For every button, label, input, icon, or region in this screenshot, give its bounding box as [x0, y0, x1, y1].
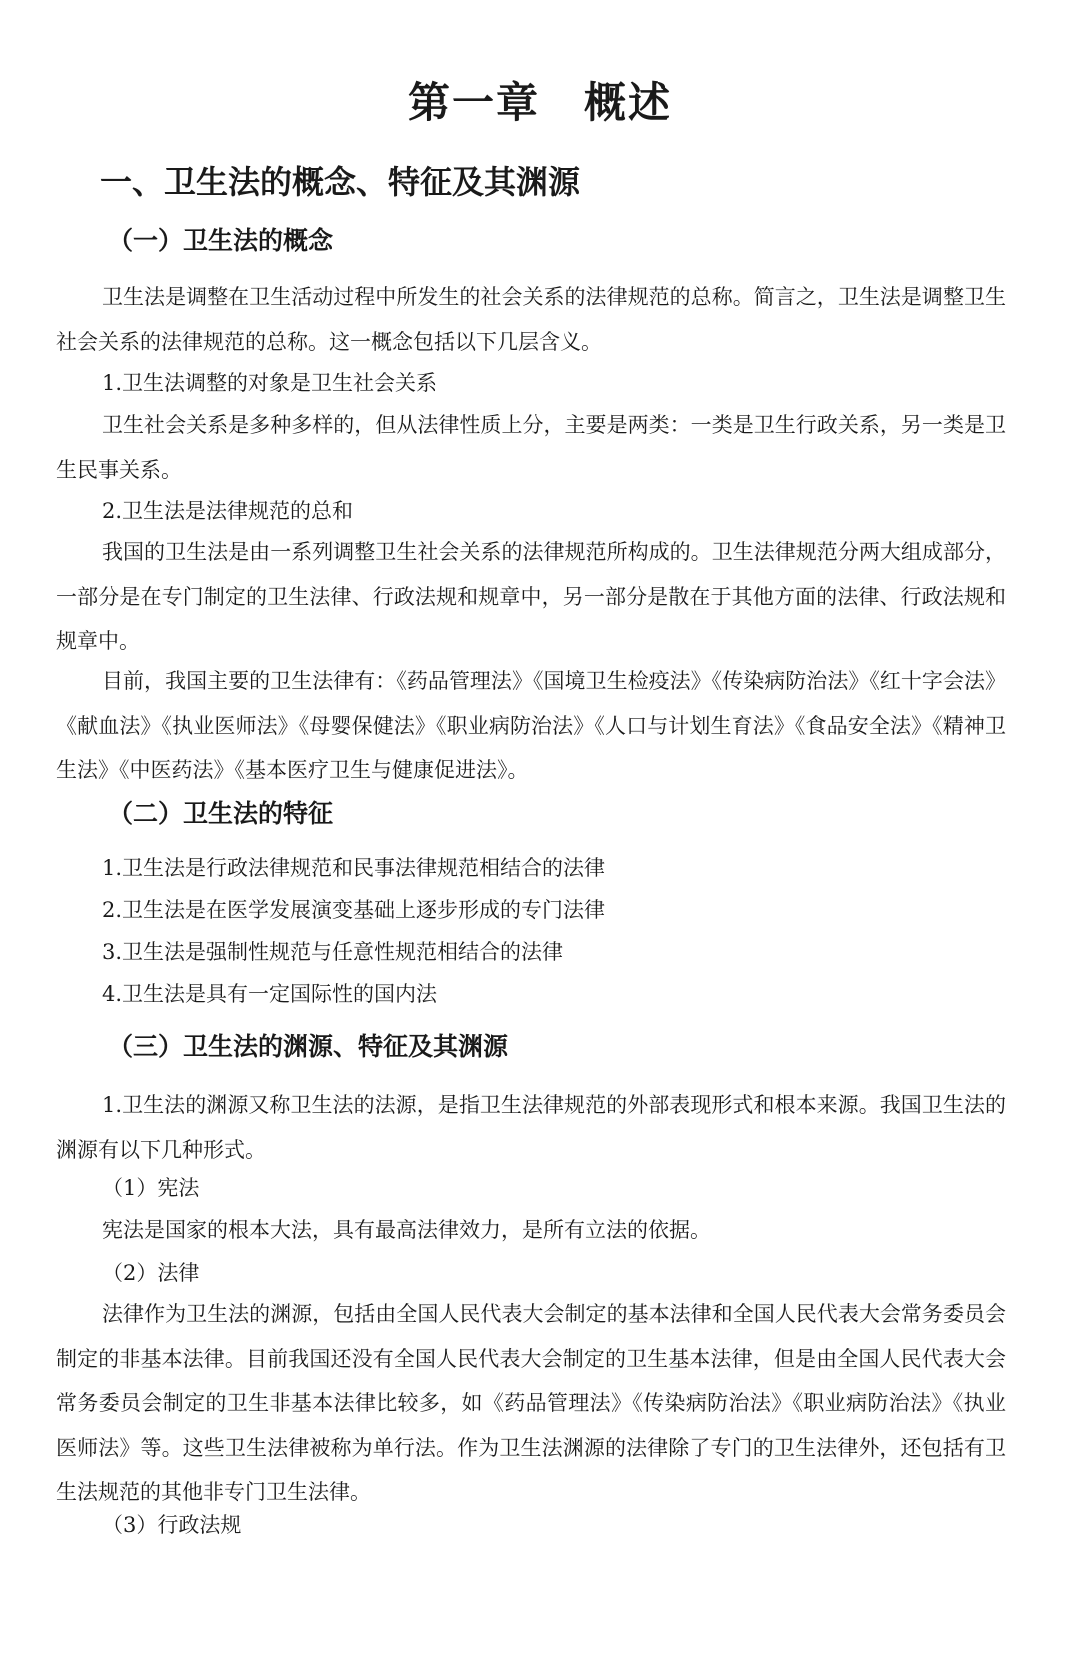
section-title: 一、卫生法的概念、特征及其渊源 [100, 163, 581, 201]
paragraph-social-relations: 卫生社会关系是多种多样的，但从法律性质上分，主要是两类：一类是卫生行政关系，另一类是卫生民事关系。 [56, 413, 1006, 482]
list-item-concept-1: 1.卫生法调整的对象是卫生社会关系 [102, 371, 438, 395]
list-item-concept-2: 2.卫生法是法律规范的总和 [102, 499, 354, 523]
paragraph-sources-definition: 1.卫生法的渊源又称卫生法的法源，是指卫生法律规范的外部表现形式和根本来源。我国卫生法的渊源有以下几种形式。 [56, 1093, 1006, 1162]
subsection-title-concept: （一）卫生法的概念 [108, 226, 334, 255]
list-item-constitution: （1）宪法 [102, 1176, 200, 1200]
list-item-administrative-regulations: （3）行政法规 [102, 1513, 242, 1537]
paragraph-main-laws: 目前，我国主要的卫生法律有：《药品管理法》《国境卫生检疫法》《传染病防治法》《红十字会法》《献血法》《执业医师法》《母婴保健法》《职业病防治法》《人口与计划生育法》《食品安全法》《精神卫生法》《中医药法》《基本医疗卫生与健康促进法》。 [56, 669, 1006, 782]
list-item-law: （2）法律 [102, 1261, 200, 1285]
list-item-feature-4: 4.卫生法是具有一定国际性的国内法 [102, 982, 438, 1006]
subsection-title-features: （二）卫生法的特征 [108, 799, 334, 828]
paragraph-constitution: 宪法是国家的根本大法，具有最高法律效力，是所有立法的依据。 [102, 1218, 711, 1242]
list-item-feature-1: 1.卫生法是行政法律规范和民事法律规范相结合的法律 [102, 856, 606, 880]
paragraph-concept-definition: 卫生法是调整在卫生活动过程中所发生的社会关系的法律规范的总称。简言之，卫生法是调整卫生社会关系的法律规范的总称。这一概念包括以下几层含义。 [56, 285, 1006, 354]
paragraph-legal-norms: 我国的卫生法是由一系列调整卫生社会关系的法律规范所构成的。卫生法律规范分两大组成部分，一部分是在专门制定的卫生法律、行政法规和规章中，另一部分是散在于其他方面的法律、行政法规和规章中。 [56, 540, 1006, 653]
subsection-title-sources: （三）卫生法的渊源、特征及其渊源 [108, 1032, 509, 1061]
list-item-feature-3: 3.卫生法是强制性规范与任意性规范相结合的法律 [102, 940, 564, 964]
list-item-feature-2: 2.卫生法是在医学发展演变基础上逐步形成的专门法律 [102, 898, 606, 922]
paragraph-law: 法律作为卫生法的渊源，包括由全国人民代表大会制定的基本法律和全国人民代表大会常务委员会制定的非基本法律。目前我国还没有全国人民代表大会制定的卫生基本法律，但是由全国人民代表大会常务委员会制定的卫生非基本法律比较多，如《药品管理法》《传染病防治法》《职业病防治法》《执业医师法》等。这些卫生法律被称为单行法。作为卫生法渊源的法律除了专门的卫生法律外，还包括有卫生法规范的其他非专门卫生法律。 [56, 1302, 1006, 1504]
chapter-title: 第一章 概述 [407, 78, 672, 127]
